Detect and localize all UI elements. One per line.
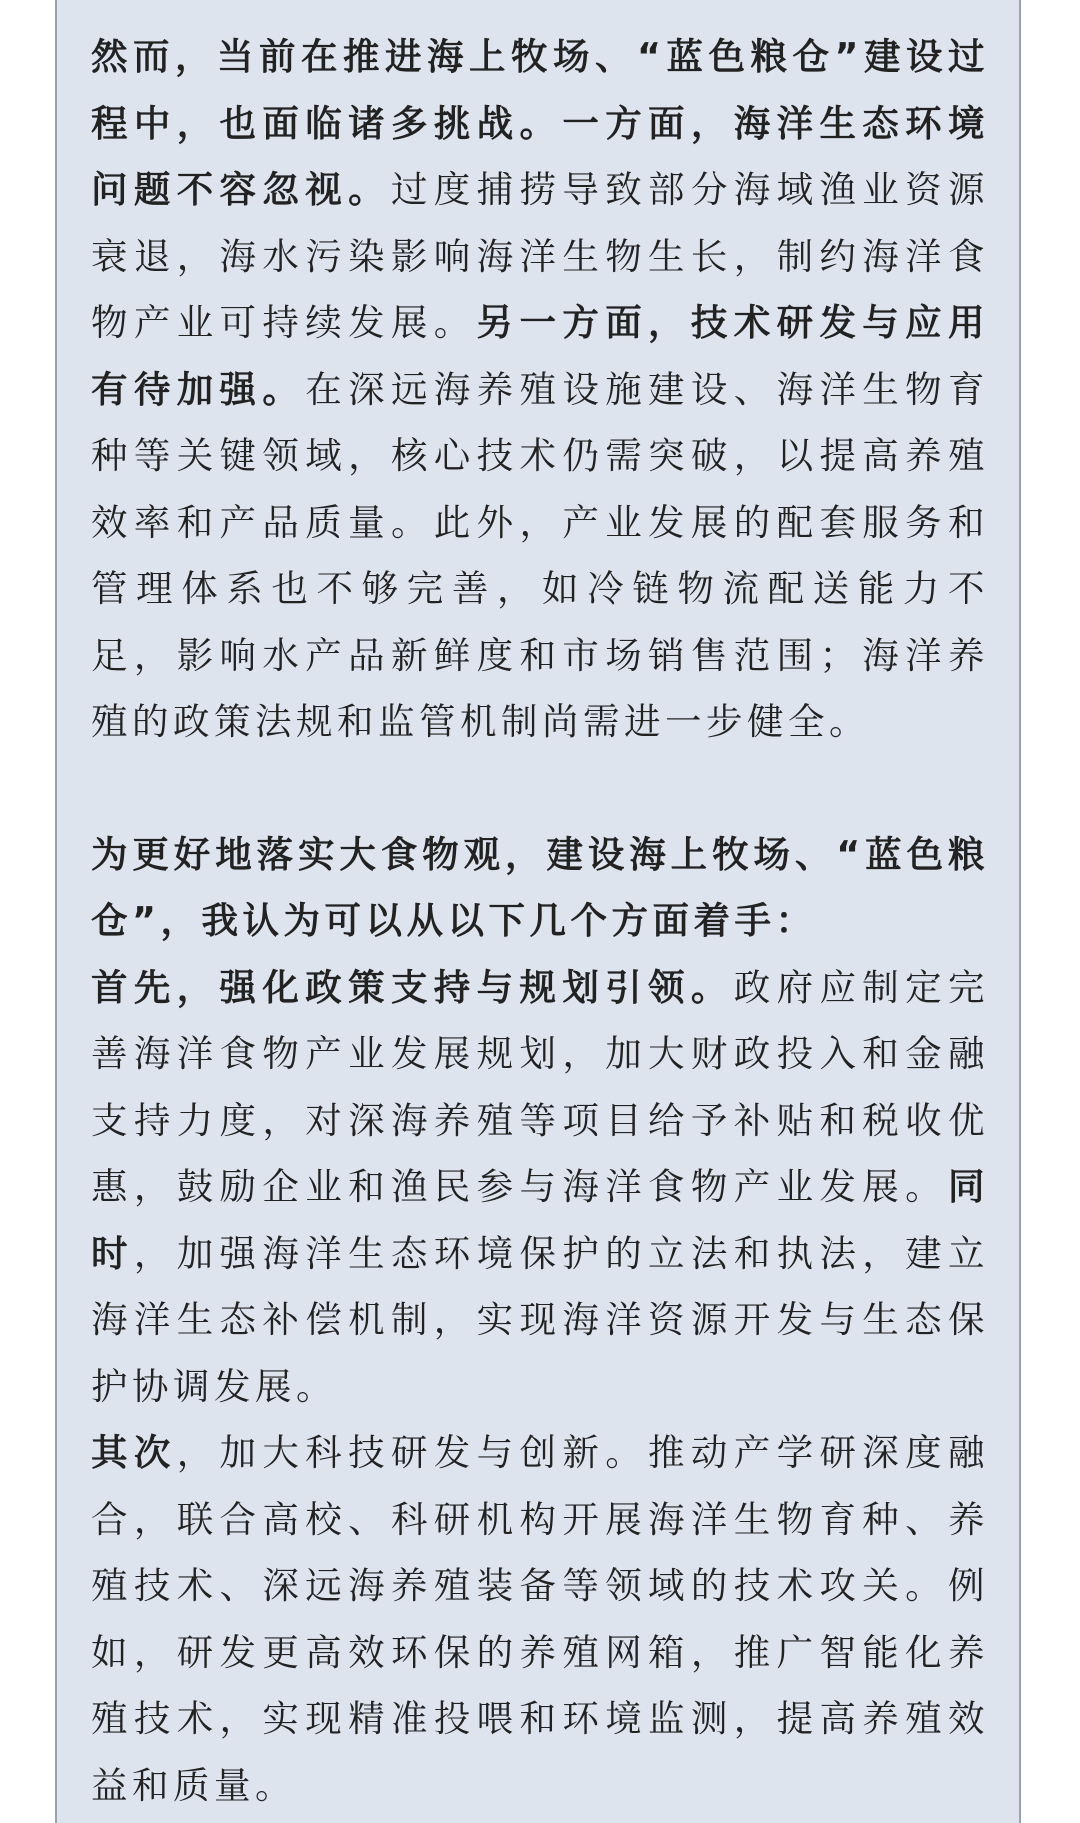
article-body	[91, 24, 989, 1819]
text-tech-and-services: 在深远海养殖设施建设、海洋生物育种等关键领域，核心技术仍需突破，以提高养殖效率和产品质量。此外，产业发展的配套服务和管理体系也不够完善，如冷链物流配送能力不足，影响水产品新鲜度和市场销售范围；海洋养殖的政策法规和监管机制尚需进一步健全。	[91, 367, 989, 743]
bold-suggestions-intro: 为更好地落实大食物观，建设海上牧场、“蓝色粮仓”，我认为可以从以下几个方面着手：	[91, 832, 989, 942]
bold-tech-lag: 另一方面，技术研发与应用有待加强。	[91, 301, 990, 411]
bold-first-point: 首先，强化政策支持与规划引领。	[91, 965, 734, 1009]
text-tech-innovation: ，加大科技研发与创新。推动产学研深度融合，联合高校、科研机构开展海洋生物育种、养殖技术、深远海养殖装备等领域的技术攻关。例如，研发更高效环保的养殖网箱，推广智能化养殖技术，实现精准投喂和环境监测，提高养殖效益和质量。	[91, 1431, 990, 1807]
paragraph-gap	[91, 756, 989, 822]
bold-meanwhile: 同时	[91, 1165, 989, 1275]
paragraph-second-point	[91, 1420, 989, 1819]
content-panel	[55, 0, 1021, 1823]
text-policy-support: 政府应制定完善海洋食物产业发展规划，加大财政投入和金融支持力度，对深海养殖等项目给予补贴和税收优惠，鼓励企业和渔民参与海洋食物产业发展。	[91, 965, 990, 1208]
text-ecology-issues: 过度捕捞导致部分海域渔业资源衰退，海水污染影响海洋生物生长，制约海洋食物产业可持续发展。	[91, 168, 990, 344]
text-eco-protection: ，加强海洋生态环境保护的立法和执法，建立海洋生态补偿机制，实现海洋资源开发与生态保护协调发展。	[91, 1231, 990, 1408]
paragraph-suggestions-intro	[91, 822, 989, 955]
paragraph-challenges	[91, 24, 989, 756]
bold-second-point: 其次	[91, 1431, 177, 1474]
paragraph-first-point	[91, 955, 989, 1421]
bold-challenges-intro: 然而，当前在推进海上牧场、“蓝色粮仓”建设过程中，也面临诸多挑战。一方面，海洋生态环境问题不容忽视。	[91, 35, 989, 211]
